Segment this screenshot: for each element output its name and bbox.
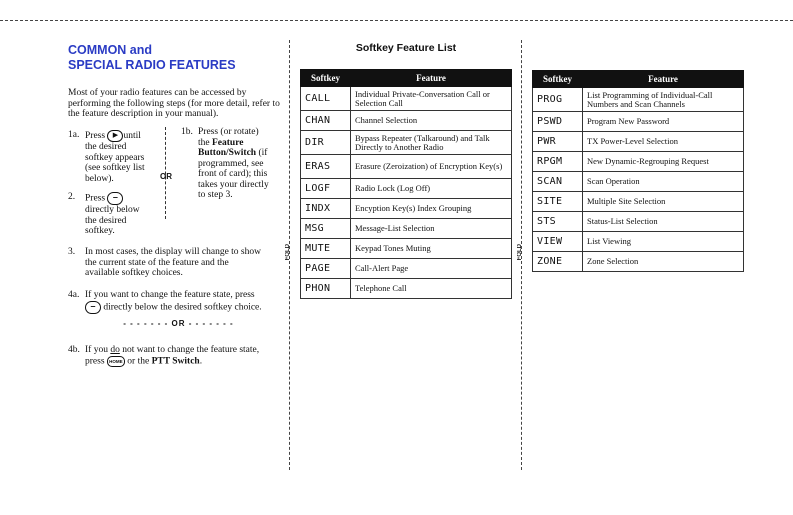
softkey-code: SCAN: [533, 172, 583, 192]
softkey-code: CHAN: [301, 111, 351, 131]
softkey-code: MSG: [301, 219, 351, 239]
softkey-code: PROG: [533, 88, 583, 112]
feature-description: Telephone Call: [351, 279, 512, 299]
softkey-code: MUTE: [301, 239, 351, 259]
feature-description: TX Power-Level Selection: [583, 132, 744, 152]
arrow-button-icon: ▶: [107, 130, 123, 142]
softkey-code: PSWD: [533, 112, 583, 132]
or-label: OR: [160, 172, 172, 181]
softkey-code: ERAS: [301, 155, 351, 179]
feature-description: Program New Password: [583, 112, 744, 132]
feature-header: Feature: [583, 71, 744, 88]
table-row: [533, 192, 744, 212]
softkey-code: DIR: [301, 131, 351, 155]
table-row: [301, 155, 512, 179]
fold-label-left: FOLD: [285, 244, 291, 261]
feature-description: Erasure (Zeroization) of Encryption Key(s): [351, 155, 512, 179]
softkey-code: PWR: [533, 132, 583, 152]
table-row: [301, 219, 512, 239]
feature-description: Multiple Site Selection: [583, 192, 744, 212]
feature-header: Feature: [351, 70, 512, 87]
table-row: [533, 112, 744, 132]
table-row: [301, 199, 512, 219]
feature-description: Channel Selection: [351, 111, 512, 131]
feature-description: Call-Alert Page: [351, 259, 512, 279]
feature-description: List Programming of Individual-Call Numbers and Scan Channels: [583, 88, 744, 112]
softkey-code: INDX: [301, 199, 351, 219]
feature-description: List Viewing: [583, 232, 744, 252]
softkey-header: Softkey: [533, 71, 583, 88]
softkey-button-icon: –: [85, 301, 101, 314]
intro-paragraph: Most of your radio features can be accessed by performing the following steps (for more detail, refer to the feature description in your manual).: [68, 88, 280, 119]
table-row: [533, 172, 744, 192]
top-fold-line: [0, 20, 793, 21]
feature-description: Keypad Tones Muting: [351, 239, 512, 259]
feature-description: Radio Lock (Log Off): [351, 179, 512, 199]
feature-description: Scan Operation: [583, 172, 744, 192]
feature-description: Individual Private-Conversation Call or Selection Call: [351, 87, 512, 111]
table-row: [301, 111, 512, 131]
softkey-code: PHON: [301, 279, 351, 299]
feature-description: Status-List Selection: [583, 212, 744, 232]
softkey-table-1: [300, 69, 512, 299]
softkey-code: VIEW: [533, 232, 583, 252]
feature-description: Encyption Key(s) Index Grouping: [351, 199, 512, 219]
feature-description: Bypass Repeater (Talkaround) and Talk Directly to Another Radio: [351, 131, 512, 155]
softkey-code: CALL: [301, 87, 351, 111]
softkey-code: LOGF: [301, 179, 351, 199]
softkey-button-icon: –: [107, 192, 123, 205]
softkey-code: RPGM: [533, 152, 583, 172]
feature-description: Zone Selection: [583, 252, 744, 272]
table-row: [533, 232, 744, 252]
table-row: [533, 132, 744, 152]
feature-description: New Dynamic-Regrouping Request: [583, 152, 744, 172]
table-row: [533, 152, 744, 172]
feature-description: Message-List Selection: [351, 219, 512, 239]
softkey-code: PAGE: [301, 259, 351, 279]
table-row: [301, 87, 512, 111]
table-row: [301, 259, 512, 279]
softkey-header: Softkey: [301, 70, 351, 87]
table-title: Softkey Feature List: [355, 42, 457, 54]
softkey-table-2: [532, 70, 744, 272]
page-title: COMMON and SPECIAL RADIO FEATURES: [68, 43, 236, 72]
table-row: [533, 212, 744, 232]
softkey-code: STS: [533, 212, 583, 232]
softkey-code: ZONE: [533, 252, 583, 272]
softkey-code: SITE: [533, 192, 583, 212]
home-button-icon: HOME: [107, 356, 125, 367]
table-row: [301, 131, 512, 155]
table-row: [533, 252, 744, 272]
or-separator: - - - - - - - OR - - - - - - -: [123, 319, 234, 328]
table-row: [301, 279, 512, 299]
table-row: [533, 88, 744, 112]
table-row: [301, 179, 512, 199]
fold-label-right: FOLD: [517, 244, 523, 261]
table-row: [301, 239, 512, 259]
